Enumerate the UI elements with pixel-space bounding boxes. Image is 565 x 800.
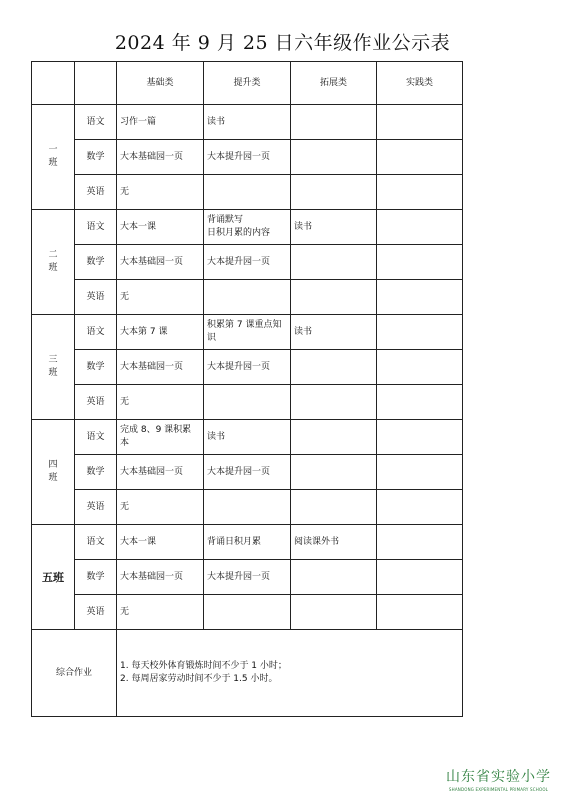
- homework-practice-cell: [377, 210, 463, 245]
- homework-basic-cell: 大本基础园一页: [117, 140, 204, 175]
- homework-basic-cell: 无: [117, 595, 204, 630]
- homework-basic-cell: 大本基础园一页: [117, 350, 204, 385]
- table-row: [32, 105, 463, 140]
- subject-cell: 数学: [75, 140, 117, 175]
- homework-practice-cell: [377, 245, 463, 280]
- homework-improve-cell: 积累第 7 课重点知识: [204, 315, 291, 350]
- logo-english-name: SHANDONG EXPERIMENTAL PRIMARY SCHOOL: [448, 787, 549, 792]
- summary-row: [32, 630, 463, 717]
- homework-practice-cell: [377, 280, 463, 315]
- subject-cell: 数学: [75, 455, 117, 490]
- homework-practice-cell: [377, 595, 463, 630]
- homework-table: [31, 61, 463, 717]
- summary-line: 1. 每天校外体育锻炼时间不少于 1 小时；: [120, 661, 287, 671]
- homework-basic-cell: 无: [117, 280, 204, 315]
- class-name-cell: 五班: [32, 525, 75, 630]
- homework-practice-cell: [377, 105, 463, 140]
- homework-improve-cell: 读书: [204, 420, 291, 455]
- homework-basic-cell: 无: [117, 385, 204, 420]
- homework-improve-cell: 大本提升园一页: [204, 350, 291, 385]
- homework-basic-cell: 大本第 7 课: [117, 315, 204, 350]
- table-row: [32, 350, 463, 385]
- homework-practice-cell: [377, 560, 463, 595]
- homework-extend-cell: 读书: [291, 210, 377, 245]
- header-cell-basic: 基础类: [117, 62, 204, 105]
- homework-basic-cell: 无: [117, 490, 204, 525]
- homework-extend-cell: [291, 595, 377, 630]
- table-row: [32, 245, 463, 280]
- homework-improve-cell: [204, 280, 291, 315]
- summary-content: [117, 630, 463, 717]
- homework-extend-cell: [291, 560, 377, 595]
- header-cell-improve: 提升类: [204, 62, 291, 105]
- homework-improve-cell: [204, 385, 291, 420]
- subject-cell: 语文: [75, 210, 117, 245]
- table-row: [32, 455, 463, 490]
- homework-practice-cell: [377, 140, 463, 175]
- subject-cell: 数学: [75, 350, 117, 385]
- homework-basic-cell: 完成 8、9 课积累本: [117, 420, 204, 455]
- homework-basic-cell: 大本基础园一页: [117, 560, 204, 595]
- table-row: [32, 175, 463, 210]
- homework-extend-cell: [291, 175, 377, 210]
- homework-practice-cell: [377, 525, 463, 560]
- homework-improve-cell: 背诵默写 日积月累的内容: [204, 210, 291, 245]
- homework-extend-cell: [291, 490, 377, 525]
- header-cell-corner: [32, 62, 75, 105]
- homework-improve-cell: 大本提升园一页: [204, 245, 291, 280]
- homework-extend-cell: [291, 420, 377, 455]
- homework-basic-cell: 大本基础园一页: [117, 455, 204, 490]
- class-name-cell: 三 班: [32, 315, 75, 420]
- homework-improve-cell: 大本提升园一页: [204, 560, 291, 595]
- summary-line: 2. 每周居家劳动时间不少于 1.5 小时。: [120, 674, 278, 684]
- header-cell-subject: [75, 62, 117, 105]
- homework-basic-cell: 无: [117, 175, 204, 210]
- homework-extend-cell: [291, 105, 377, 140]
- homework-extend-cell: [291, 140, 377, 175]
- homework-extend-cell: [291, 455, 377, 490]
- table-row: [32, 490, 463, 525]
- homework-extend-cell: 阅读课外书: [291, 525, 377, 560]
- subject-cell: 英语: [75, 175, 117, 210]
- subject-cell: 语文: [75, 105, 117, 140]
- table-row: [32, 560, 463, 595]
- header-cell-extend: 拓展类: [291, 62, 377, 105]
- homework-practice-cell: [377, 350, 463, 385]
- table-row: [32, 385, 463, 420]
- subject-cell: 语文: [75, 420, 117, 455]
- homework-practice-cell: [377, 420, 463, 455]
- subject-cell: 英语: [75, 280, 117, 315]
- header-cell-practice: 实践类: [377, 62, 463, 105]
- homework-improve-cell: [204, 175, 291, 210]
- homework-improve-cell: 背诵日积月累: [204, 525, 291, 560]
- table-row: [32, 595, 463, 630]
- homework-basic-cell: 大本一课: [117, 525, 204, 560]
- homework-extend-cell: [291, 385, 377, 420]
- table-row: [32, 280, 463, 315]
- homework-extend-cell: [291, 280, 377, 315]
- homework-improve-cell: 大本提升园一页: [204, 455, 291, 490]
- homework-basic-cell: 大本基础园一页: [117, 245, 204, 280]
- homework-improve-cell: [204, 490, 291, 525]
- header-row: [32, 62, 463, 105]
- subject-cell: 数学: [75, 560, 117, 595]
- homework-practice-cell: [377, 490, 463, 525]
- homework-practice-cell: [377, 385, 463, 420]
- class-name-cell: 二 班: [32, 210, 75, 315]
- homework-basic-cell: 大本一课: [117, 210, 204, 245]
- subject-cell: 英语: [75, 595, 117, 630]
- subject-cell: 英语: [75, 385, 117, 420]
- homework-extend-cell: 读书: [291, 315, 377, 350]
- table-row: [32, 420, 463, 455]
- homework-improve-cell: [204, 595, 291, 630]
- table-row: [32, 140, 463, 175]
- table-row: [32, 315, 463, 350]
- subject-cell: 英语: [75, 490, 117, 525]
- subject-cell: 语文: [75, 525, 117, 560]
- homework-improve-cell: 大本提升园一页: [204, 140, 291, 175]
- page-title: 2024 年 9 月 25 日六年级作业公示表: [114, 32, 451, 54]
- school-logo: [446, 766, 551, 792]
- homework-basic-cell: 习作一篇: [117, 105, 204, 140]
- homework-extend-cell: [291, 245, 377, 280]
- homework-improve-cell: 读书: [204, 105, 291, 140]
- logo-chinese-name: 山东省实验小学: [446, 769, 551, 785]
- subject-cell: 语文: [75, 315, 117, 350]
- subject-cell: 数学: [75, 245, 117, 280]
- class-name-cell: 一 班: [32, 105, 75, 210]
- homework-practice-cell: [377, 455, 463, 490]
- table-row: [32, 210, 463, 245]
- homework-practice-cell: [377, 315, 463, 350]
- class-name-cell: 四 班: [32, 420, 75, 525]
- homework-practice-cell: [377, 175, 463, 210]
- summary-label: 综合作业: [32, 630, 117, 717]
- homework-extend-cell: [291, 350, 377, 385]
- table-row: [32, 525, 463, 560]
